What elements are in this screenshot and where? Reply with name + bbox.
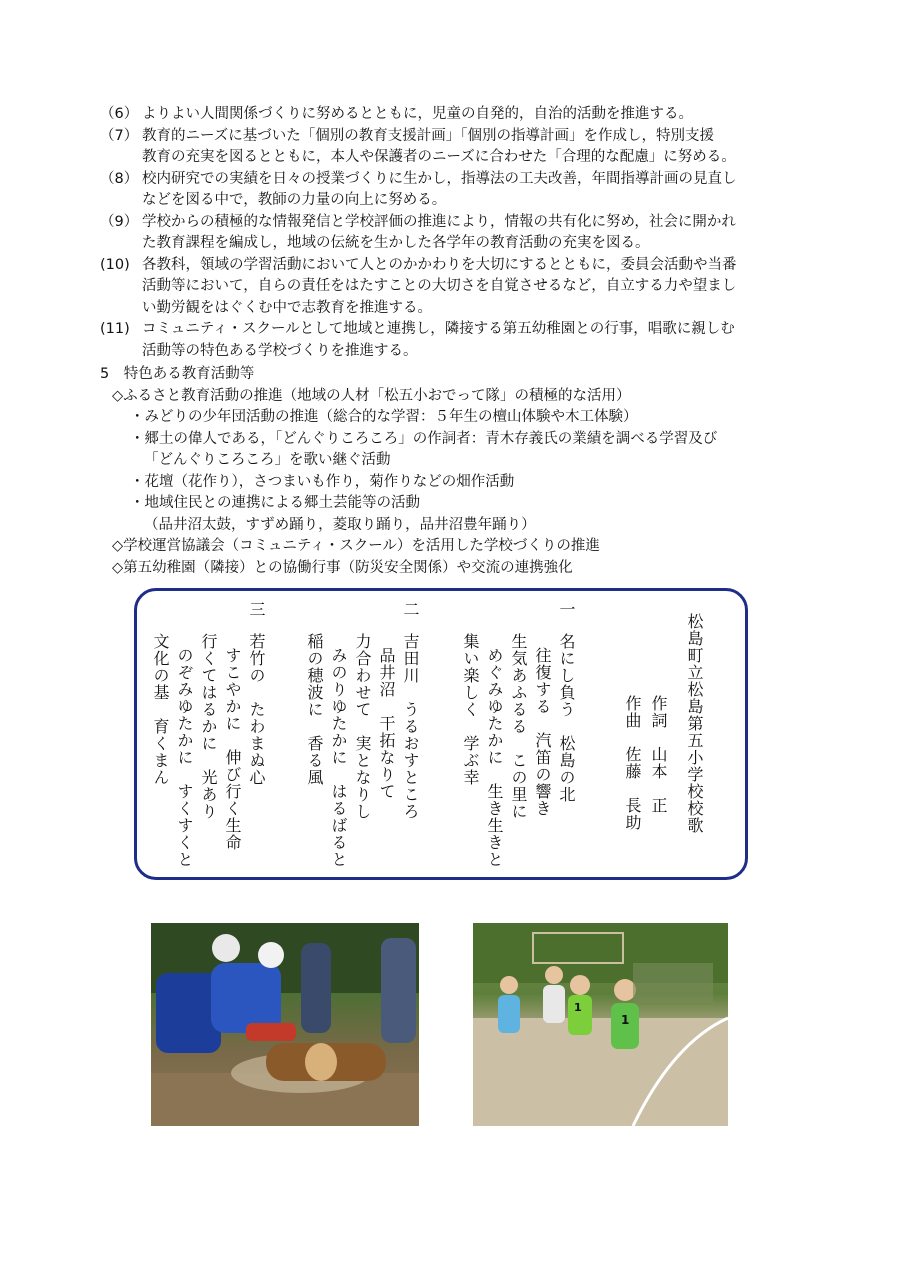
verse-line: みのりゆたかに はるばると (329, 647, 348, 868)
sub-bullet: ・地域住民との連携による郷土芸能等の活動 (130, 495, 420, 511)
song-composer: 作曲 佐藤 長助 (623, 695, 642, 831)
school-song-box (134, 588, 748, 880)
item-number: (11) (100, 321, 130, 337)
verse-line: 文化の基 育くまん (151, 633, 170, 786)
item-number: （7） (100, 127, 139, 144)
item-number: （9） (100, 213, 139, 230)
list-item (100, 212, 820, 255)
list-item (100, 126, 820, 169)
special-activities-section (100, 364, 820, 579)
verse-number: 二 (401, 601, 420, 618)
verse-line: 行くてはるかに 光あり (199, 633, 218, 820)
song-lyricist: 作詞 山本 正 (649, 695, 668, 814)
item-number: （6） (100, 106, 139, 122)
sub-bullet: ・郷土の偉人である，「どんぐりころころ」の作詞者：青木存義氏の業績を調べる学習及び (130, 430, 718, 447)
item-line: い勤労観をはぐくむ中で志教育を推進する。 (142, 299, 432, 316)
item-line: 活動等の特色ある学校づくりを推進する。 (142, 342, 418, 359)
verse-line: 力合わせて 実となりし (353, 633, 372, 820)
item-line: 教育の充実を図るとともに，本人や保護者のニーズに合わせた「合理的な配慮」に努める。 (142, 149, 736, 165)
item-line: 各教科，領域の学習活動において人とのかかわりを大切にするとともに，委員会活動や当番 (142, 256, 737, 273)
verse-line: 稲の穂波に 香る風 (305, 633, 324, 786)
verse-line: 品井沼 干拓なりて (377, 647, 396, 800)
item-line: 教育的ニーズに基づいた「個別の教育支援計画」「個別の指導計画」を作成し，特別支援 (142, 127, 715, 144)
verse-line: 吉田川 うるおすところ (401, 633, 420, 820)
verse-line: 往復する 汽笛の響き (533, 647, 552, 817)
verse-line: のぞみゆたかに すくすくと (175, 647, 194, 868)
verse-line: めぐみゆたかに 生き生きと (485, 647, 504, 868)
item-line: た教育課程を編成し，地域の伝統を生かした各学年の教育活動の充実を図る。 (142, 235, 650, 251)
sub-bullet: ・みどりの少年団活動の推進（総合的な学習：５年生の檀山体験や木工体験） (130, 409, 638, 425)
bullet-hometown-education: ◇ふるさと教育活動の推進（地域の人材「松五小おでって隊」の積極的な活用） (112, 387, 631, 404)
item-line: などを図る中で，教師の力量の向上に努める。 (142, 192, 447, 208)
verse-line: 名にし負う 松島の北 (557, 633, 576, 803)
policy-list (100, 104, 820, 362)
verse-number: 三 (247, 601, 266, 618)
sub-bullet: ・花壇（花作り），さつまいも作り，菊作りなどの畑作活動 (130, 473, 515, 490)
verse-line: 生気あふるる この里に (509, 633, 528, 820)
sub-bullet-continued: 「どんぐりころころ」を歌い継ぐ活動 (144, 452, 391, 468)
verse-line: 集い楽しく 学ぶ幸 (461, 633, 480, 786)
item-line: 学校からの積極的な情報発信と学校評価の推進により，情報の共有化に努め，社会に開かれ (142, 213, 736, 230)
verse-line: 若竹の たわまぬ心 (247, 633, 266, 786)
verse-number: 一 (557, 601, 576, 618)
list-item (100, 169, 820, 212)
item-line: よりよい人間関係づくりに努めるとともに，児童の自発的，自治的活動を推進する。 (142, 106, 693, 122)
item-number: (10) (100, 256, 130, 273)
item-number: （8） (100, 170, 139, 187)
bullet-school-council: ◇学校運営協議会（コミュニティ・スクール）を活用した学校づくりの推進 (112, 538, 600, 554)
woodcutting-illustration (151, 923, 419, 1126)
race-bib-number: 1 (621, 1013, 630, 1027)
sub-bullet-continued: （品井沼太鼓，すずめ踊り，菱取り踊り，品井沼豊年踊り） (144, 516, 536, 533)
section-heading: 5 特色ある教育活動等 (100, 366, 255, 382)
list-item (100, 104, 820, 126)
item-line: コミュニティ・スクールとして地域と連携し，隣接する第五幼稚園との行事，唱歌に親しむ (142, 321, 735, 337)
running-race-photo (473, 923, 728, 1126)
race-bib-number: 1 (574, 1001, 582, 1014)
woodcutting-photo (151, 923, 419, 1126)
item-line: 校内研究での実績を日々の授業づくりに生かし，指導法の工夫改善，年間指導計画の見直し (142, 170, 737, 187)
list-item (100, 255, 820, 320)
running-illustration (473, 923, 728, 1126)
list-item (100, 319, 820, 362)
bullet-kindergarten: ◇第五幼稚園（隣接）との協働行事（防災安全関係）や交流の連携強化 (112, 559, 573, 576)
song-title: 松島町立松島第五小学校校歌 (685, 613, 704, 834)
item-line: 活動等において，自らの責任をはたすことの大切さを自覚させるなど，自立する力や望まし (142, 278, 737, 294)
verse-line: すこやかに 伸び行く生命 (223, 647, 242, 851)
